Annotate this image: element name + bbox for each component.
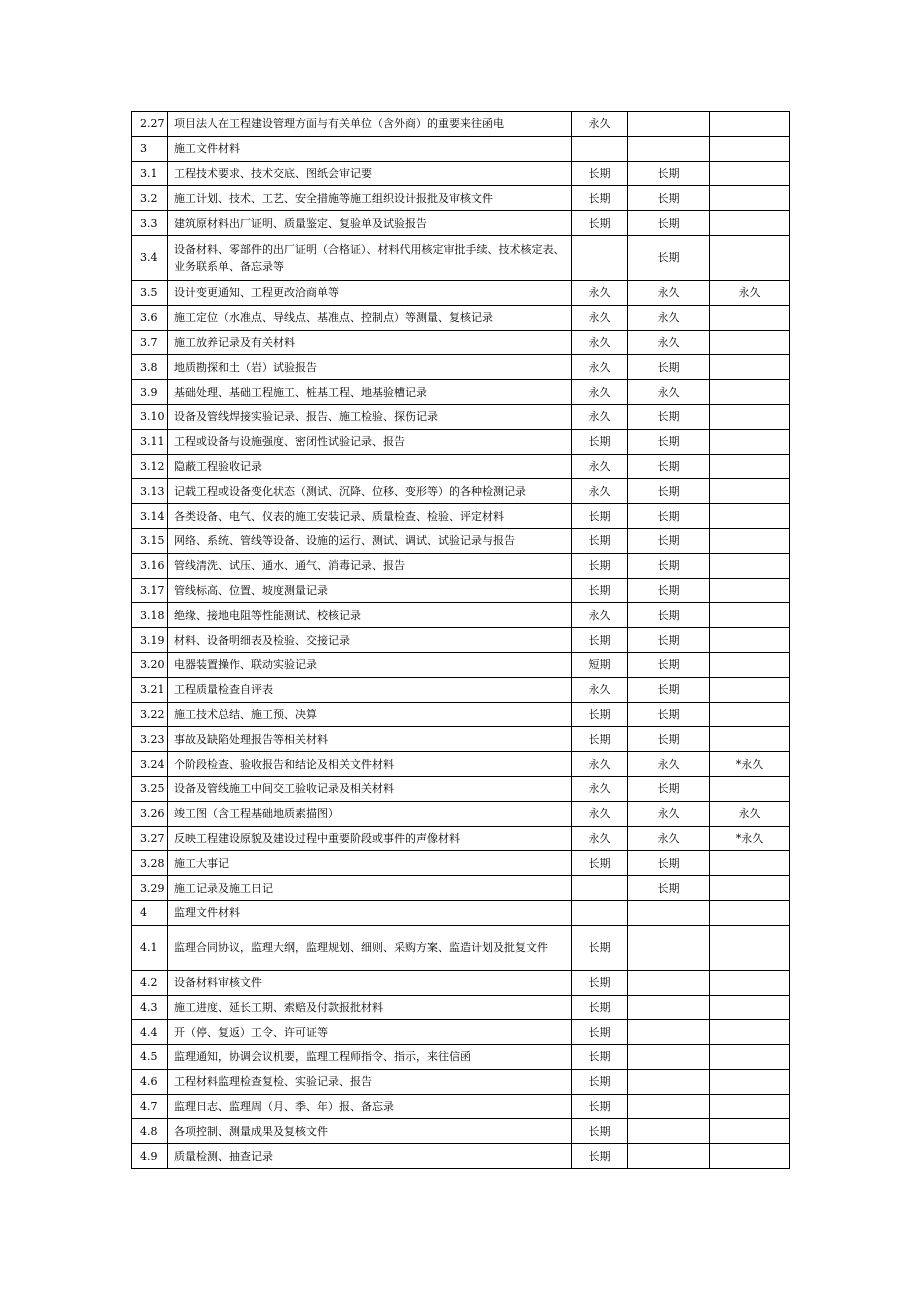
retention-col-1-cell: 长期 — [572, 1069, 628, 1094]
table-row — [132, 305, 790, 330]
retention-col-2-cell: 永久 — [628, 305, 710, 330]
retention-col-3-cell — [710, 355, 790, 380]
item-description-cell: 工程技术要求、技术交底、图纸会审记要 — [168, 161, 572, 186]
retention-col-1-cell: 永久 — [572, 305, 628, 330]
retention-col-1-cell: 永久 — [572, 280, 628, 305]
row-number-cell: 4.2 — [132, 970, 168, 995]
item-description-cell: 隐蔽工程验收记录 — [168, 454, 572, 479]
retention-col-1-cell: 长期 — [572, 553, 628, 578]
retention-col-2-cell — [628, 1069, 710, 1094]
table-row — [132, 1069, 790, 1094]
retention-col-2-cell — [628, 1094, 710, 1119]
table-row — [132, 355, 790, 380]
retention-col-2-cell: 长期 — [628, 776, 710, 801]
row-number-cell: 3.16 — [132, 553, 168, 578]
retention-col-1-cell: 永久 — [572, 112, 628, 137]
retention-col-1-cell: 长期 — [572, 970, 628, 995]
retention-col-3-cell — [710, 1094, 790, 1119]
item-description-cell: 个阶段检查、验收报告和结论及相关文件材料 — [168, 752, 572, 777]
row-number-cell: 4.7 — [132, 1094, 168, 1119]
item-description-cell: 各项控制、测量成果及复核文件 — [168, 1119, 572, 1144]
retention-col-1-cell: 永久 — [572, 355, 628, 380]
table-body — [132, 112, 790, 1169]
item-description-cell: 管线清洗、试压、通水、通气、消毒记录、报告 — [168, 553, 572, 578]
item-description-cell: 施工进度、延长工期、索赔及付款报批材料 — [168, 995, 572, 1020]
table-row — [132, 429, 790, 454]
retention-col-2-cell: 长期 — [628, 702, 710, 727]
retention-col-2-cell: 长期 — [628, 876, 710, 901]
row-number-cell: 3.14 — [132, 504, 168, 529]
retention-col-2-cell — [628, 925, 710, 970]
table-row — [132, 1094, 790, 1119]
retention-col-3-cell — [710, 553, 790, 578]
row-number-cell: 3.13 — [132, 479, 168, 504]
row-number-cell: 3.8 — [132, 355, 168, 380]
item-description-cell: 施工大事记 — [168, 851, 572, 876]
table-row — [132, 727, 790, 752]
item-description-cell: 监理合同协议，监理大纲，监理规划、细则、采购方案、监造计划及批复文件 — [168, 925, 572, 970]
item-description-cell: 记载工程或设备变化状态（测试、沉降、位移、变形等）的各种检测记录 — [168, 479, 572, 504]
retention-col-3-cell — [710, 186, 790, 211]
item-description-cell: 建筑原材料出厂证明、质量鉴定、复验单及试验报告 — [168, 211, 572, 236]
retention-col-1-cell — [572, 235, 628, 280]
item-description-cell: 施工技术总结、施工预、决算 — [168, 702, 572, 727]
item-description-cell: 监理通知，协调会议机要，监理工程师指令、指示，来往信函 — [168, 1045, 572, 1070]
table-row — [132, 652, 790, 677]
table-row — [132, 851, 790, 876]
row-number-cell: 3.5 — [132, 280, 168, 305]
retention-col-1-cell — [572, 900, 628, 925]
retention-col-2-cell — [628, 136, 710, 161]
retention-col-2-cell: 长期 — [628, 211, 710, 236]
retention-col-2-cell — [628, 1045, 710, 1070]
table-row — [132, 900, 790, 925]
row-number-cell: 3.25 — [132, 776, 168, 801]
row-number-cell: 3.17 — [132, 578, 168, 603]
row-number-cell: 4.9 — [132, 1144, 168, 1169]
table-row — [132, 628, 790, 653]
table-row — [132, 801, 790, 826]
item-description-cell: 各类设备、电气、仪表的施工安装记录、质量检查、检验、评定材料 — [168, 504, 572, 529]
table-row — [132, 479, 790, 504]
retention-col-1-cell: 永久 — [572, 752, 628, 777]
retention-col-1-cell: 长期 — [572, 528, 628, 553]
retention-col-3-cell: *永久 — [710, 826, 790, 851]
row-number-cell: 3.2 — [132, 186, 168, 211]
table-row — [132, 970, 790, 995]
retention-col-2-cell: 永久 — [628, 330, 710, 355]
table-row — [132, 330, 790, 355]
retention-col-1-cell: 长期 — [572, 1045, 628, 1070]
item-description-cell: 监理日志、监理周（月、季、年）报、备忘录 — [168, 1094, 572, 1119]
retention-col-2-cell: 永久 — [628, 801, 710, 826]
row-number-cell: 4.1 — [132, 925, 168, 970]
retention-col-2-cell: 长期 — [628, 578, 710, 603]
retention-col-3-cell — [710, 136, 790, 161]
table-row — [132, 553, 790, 578]
retention-col-1-cell: 长期 — [572, 851, 628, 876]
retention-col-3-cell — [710, 970, 790, 995]
row-number-cell: 4.8 — [132, 1119, 168, 1144]
retention-col-3-cell — [710, 504, 790, 529]
retention-col-1-cell: 长期 — [572, 727, 628, 752]
retention-col-1-cell: 长期 — [572, 925, 628, 970]
row-number-cell: 3.12 — [132, 454, 168, 479]
table-row — [132, 1045, 790, 1070]
table-row — [132, 995, 790, 1020]
retention-col-2-cell: 长期 — [628, 504, 710, 529]
item-description-cell: 工程或设备与设施强度、密闭性试验记录、报告 — [168, 429, 572, 454]
retention-col-3-cell — [710, 528, 790, 553]
row-number-cell: 3.22 — [132, 702, 168, 727]
retention-col-2-cell: 永久 — [628, 380, 710, 405]
row-number-cell: 3.21 — [132, 677, 168, 702]
row-number-cell: 3.3 — [132, 211, 168, 236]
retention-col-1-cell: 永久 — [572, 330, 628, 355]
table-row — [132, 776, 790, 801]
retention-col-3-cell — [710, 161, 790, 186]
retention-col-2-cell — [628, 995, 710, 1020]
retention-col-1-cell: 永久 — [572, 380, 628, 405]
retention-col-3-cell — [710, 429, 790, 454]
table-row — [132, 677, 790, 702]
row-number-cell: 3.29 — [132, 876, 168, 901]
row-number-cell: 4.5 — [132, 1045, 168, 1070]
row-number-cell: 3.4 — [132, 235, 168, 280]
retention-col-2-cell — [628, 1020, 710, 1045]
table-row — [132, 454, 790, 479]
retention-col-3-cell — [710, 851, 790, 876]
retention-col-2-cell: 长期 — [628, 851, 710, 876]
table-row — [132, 752, 790, 777]
retention-col-2-cell: 长期 — [628, 677, 710, 702]
row-number-cell: 3.24 — [132, 752, 168, 777]
retention-col-1-cell: 永久 — [572, 479, 628, 504]
retention-col-1-cell: 永久 — [572, 454, 628, 479]
retention-col-3-cell — [710, 727, 790, 752]
retention-col-3-cell — [710, 776, 790, 801]
retention-col-3-cell — [710, 578, 790, 603]
item-description-cell: 电器装置操作、联动实验记录 — [168, 652, 572, 677]
retention-col-2-cell: 永久 — [628, 752, 710, 777]
retention-col-1-cell: 长期 — [572, 211, 628, 236]
item-description-cell: 绝缘、接地电阻等性能测试、校核记录 — [168, 603, 572, 628]
row-number-cell: 4 — [132, 900, 168, 925]
row-number-cell: 3.19 — [132, 628, 168, 653]
retention-col-1-cell: 永久 — [572, 404, 628, 429]
row-number-cell: 3.9 — [132, 380, 168, 405]
retention-col-1-cell: 长期 — [572, 578, 628, 603]
table-row — [132, 404, 790, 429]
table-row — [132, 1144, 790, 1169]
retention-col-1-cell: 永久 — [572, 801, 628, 826]
item-description-cell: 竣工图（含工程基础地质素描图） — [168, 801, 572, 826]
table-row — [132, 136, 790, 161]
table-row — [132, 280, 790, 305]
retention-col-3-cell — [710, 677, 790, 702]
item-description-cell: 施工放养记录及有关材料 — [168, 330, 572, 355]
retention-col-2-cell: 长期 — [628, 161, 710, 186]
table-row — [132, 876, 790, 901]
table-row — [132, 161, 790, 186]
row-number-cell: 3.6 — [132, 305, 168, 330]
retention-col-3-cell — [710, 652, 790, 677]
row-number-cell: 3.23 — [132, 727, 168, 752]
item-description-cell: 设备材料、零部件的出厂证明（合格证）、材料代用核定审批手续、技术核定表、业务联系单、备忘录等 — [168, 235, 572, 280]
row-number-cell: 3.7 — [132, 330, 168, 355]
retention-col-3-cell — [710, 1144, 790, 1169]
retention-col-2-cell: 长期 — [628, 186, 710, 211]
table-row — [132, 578, 790, 603]
item-description-cell: 设备及管线施工中间交工验收记录及相关材料 — [168, 776, 572, 801]
row-number-cell: 3.1 — [132, 161, 168, 186]
retention-col-3-cell — [710, 479, 790, 504]
item-description-cell: 地质勘探和土（岩）试验报告 — [168, 355, 572, 380]
row-number-cell: 4.3 — [132, 995, 168, 1020]
retention-col-2-cell: 长期 — [628, 235, 710, 280]
item-description-cell: 材料、设备明细表及检验、交接记录 — [168, 628, 572, 653]
item-description-cell: 施工计划、技术、工艺、安全措施等施工组织设计报批及审核文件 — [168, 186, 572, 211]
retention-col-3-cell — [710, 900, 790, 925]
item-description-cell: 施工文件材料 — [168, 136, 572, 161]
retention-col-2-cell: 长期 — [628, 479, 710, 504]
table-row — [132, 380, 790, 405]
retention-col-3-cell — [710, 404, 790, 429]
retention-col-2-cell: 永久 — [628, 826, 710, 851]
retention-col-2-cell — [628, 970, 710, 995]
row-number-cell: 3 — [132, 136, 168, 161]
retention-col-2-cell — [628, 900, 710, 925]
item-description-cell: 工程材料监理检查复检、实验记录、报告 — [168, 1069, 572, 1094]
retention-col-3-cell — [710, 925, 790, 970]
retention-col-2-cell: 长期 — [628, 454, 710, 479]
retention-col-3-cell — [710, 380, 790, 405]
retention-col-2-cell: 长期 — [628, 404, 710, 429]
retention-col-1-cell: 永久 — [572, 603, 628, 628]
retention-col-3-cell — [710, 876, 790, 901]
retention-col-2-cell: 长期 — [628, 652, 710, 677]
retention-col-1-cell — [572, 876, 628, 901]
item-description-cell: 开（停、复返）工令、许可证等 — [168, 1020, 572, 1045]
retention-col-3-cell — [710, 330, 790, 355]
table-row — [132, 186, 790, 211]
item-description-cell: 监理文件材料 — [168, 900, 572, 925]
row-number-cell: 3.26 — [132, 801, 168, 826]
retention-col-1-cell: 长期 — [572, 186, 628, 211]
item-description-cell: 项目法人在工程建设管理方面与有关单位（含外商）的重要来往函电 — [168, 112, 572, 137]
retention-col-1-cell: 长期 — [572, 1144, 628, 1169]
retention-col-1-cell: 永久 — [572, 677, 628, 702]
item-description-cell: 设备材料审核文件 — [168, 970, 572, 995]
retention-col-2-cell: 长期 — [628, 727, 710, 752]
retention-col-1-cell: 长期 — [572, 429, 628, 454]
item-description-cell: 基础处理、基础工程施工、桩基工程、地基验槽记录 — [168, 380, 572, 405]
retention-col-3-cell: 永久 — [710, 801, 790, 826]
table-row — [132, 826, 790, 851]
retention-table — [131, 111, 790, 1169]
retention-col-3-cell: 永久 — [710, 280, 790, 305]
item-description-cell: 反映工程建设原貌及建设过程中重要阶段或事件的声像材料 — [168, 826, 572, 851]
row-number-cell: 3.10 — [132, 404, 168, 429]
table-row — [132, 1020, 790, 1045]
retention-col-3-cell — [710, 112, 790, 137]
retention-col-3-cell — [710, 454, 790, 479]
row-number-cell: 3.18 — [132, 603, 168, 628]
retention-col-3-cell — [710, 1119, 790, 1144]
retention-col-1-cell: 短期 — [572, 652, 628, 677]
retention-col-2-cell: 长期 — [628, 603, 710, 628]
retention-col-3-cell — [710, 628, 790, 653]
retention-col-1-cell: 永久 — [572, 826, 628, 851]
retention-col-3-cell — [710, 235, 790, 280]
item-description-cell: 管线标高、位置、坡度测量记录 — [168, 578, 572, 603]
retention-col-1-cell: 长期 — [572, 504, 628, 529]
retention-col-3-cell — [710, 995, 790, 1020]
retention-col-3-cell — [710, 211, 790, 236]
retention-col-1-cell: 永久 — [572, 776, 628, 801]
retention-col-3-cell — [710, 1069, 790, 1094]
table-row — [132, 504, 790, 529]
table-row — [132, 211, 790, 236]
retention-col-2-cell: 长期 — [628, 355, 710, 380]
item-description-cell: 施工定位（水准点、导线点、基准点、控制点）等测量、复核记录 — [168, 305, 572, 330]
row-number-cell: 2.27 — [132, 112, 168, 137]
retention-col-3-cell: *永久 — [710, 752, 790, 777]
table-row — [132, 925, 790, 970]
item-description-cell: 设计变更通知、工程更改洽商单等 — [168, 280, 572, 305]
item-description-cell: 网络、系统、管线等设备、设施的运行、测试、调试、试验记录与报告 — [168, 528, 572, 553]
retention-col-2-cell: 长期 — [628, 553, 710, 578]
retention-col-3-cell — [710, 1020, 790, 1045]
retention-col-2-cell — [628, 1144, 710, 1169]
retention-col-1-cell: 长期 — [572, 995, 628, 1020]
table-row — [132, 112, 790, 137]
retention-col-1-cell: 长期 — [572, 1020, 628, 1045]
retention-col-2-cell: 永久 — [628, 280, 710, 305]
item-description-cell: 工程质量检查自评表 — [168, 677, 572, 702]
item-description-cell: 事故及缺陷处理报告等相关材料 — [168, 727, 572, 752]
retention-col-2-cell — [628, 112, 710, 137]
row-number-cell: 3.11 — [132, 429, 168, 454]
row-number-cell: 3.28 — [132, 851, 168, 876]
table-row — [132, 702, 790, 727]
row-number-cell: 3.15 — [132, 528, 168, 553]
retention-col-1-cell: 长期 — [572, 1094, 628, 1119]
row-number-cell: 4.4 — [132, 1020, 168, 1045]
retention-col-3-cell — [710, 603, 790, 628]
retention-col-3-cell — [710, 1045, 790, 1070]
item-description-cell: 施工记录及施工日记 — [168, 876, 572, 901]
retention-col-3-cell — [710, 702, 790, 727]
table-row — [132, 528, 790, 553]
row-number-cell: 3.20 — [132, 652, 168, 677]
retention-col-2-cell: 长期 — [628, 528, 710, 553]
retention-col-1-cell: 长期 — [572, 161, 628, 186]
row-number-cell: 3.27 — [132, 826, 168, 851]
retention-col-1-cell: 长期 — [572, 1119, 628, 1144]
retention-col-1-cell: 长期 — [572, 628, 628, 653]
retention-col-2-cell — [628, 1119, 710, 1144]
retention-col-2-cell: 长期 — [628, 628, 710, 653]
retention-col-3-cell — [710, 305, 790, 330]
item-description-cell: 设备及管线焊接实验记录、报告、施工检验、探伤记录 — [168, 404, 572, 429]
retention-col-2-cell: 长期 — [628, 429, 710, 454]
item-description-cell: 质量检测、抽查记录 — [168, 1144, 572, 1169]
retention-col-1-cell: 长期 — [572, 702, 628, 727]
row-number-cell: 4.6 — [132, 1069, 168, 1094]
table-row — [132, 235, 790, 280]
table-row — [132, 1119, 790, 1144]
table-row — [132, 603, 790, 628]
retention-col-1-cell — [572, 136, 628, 161]
